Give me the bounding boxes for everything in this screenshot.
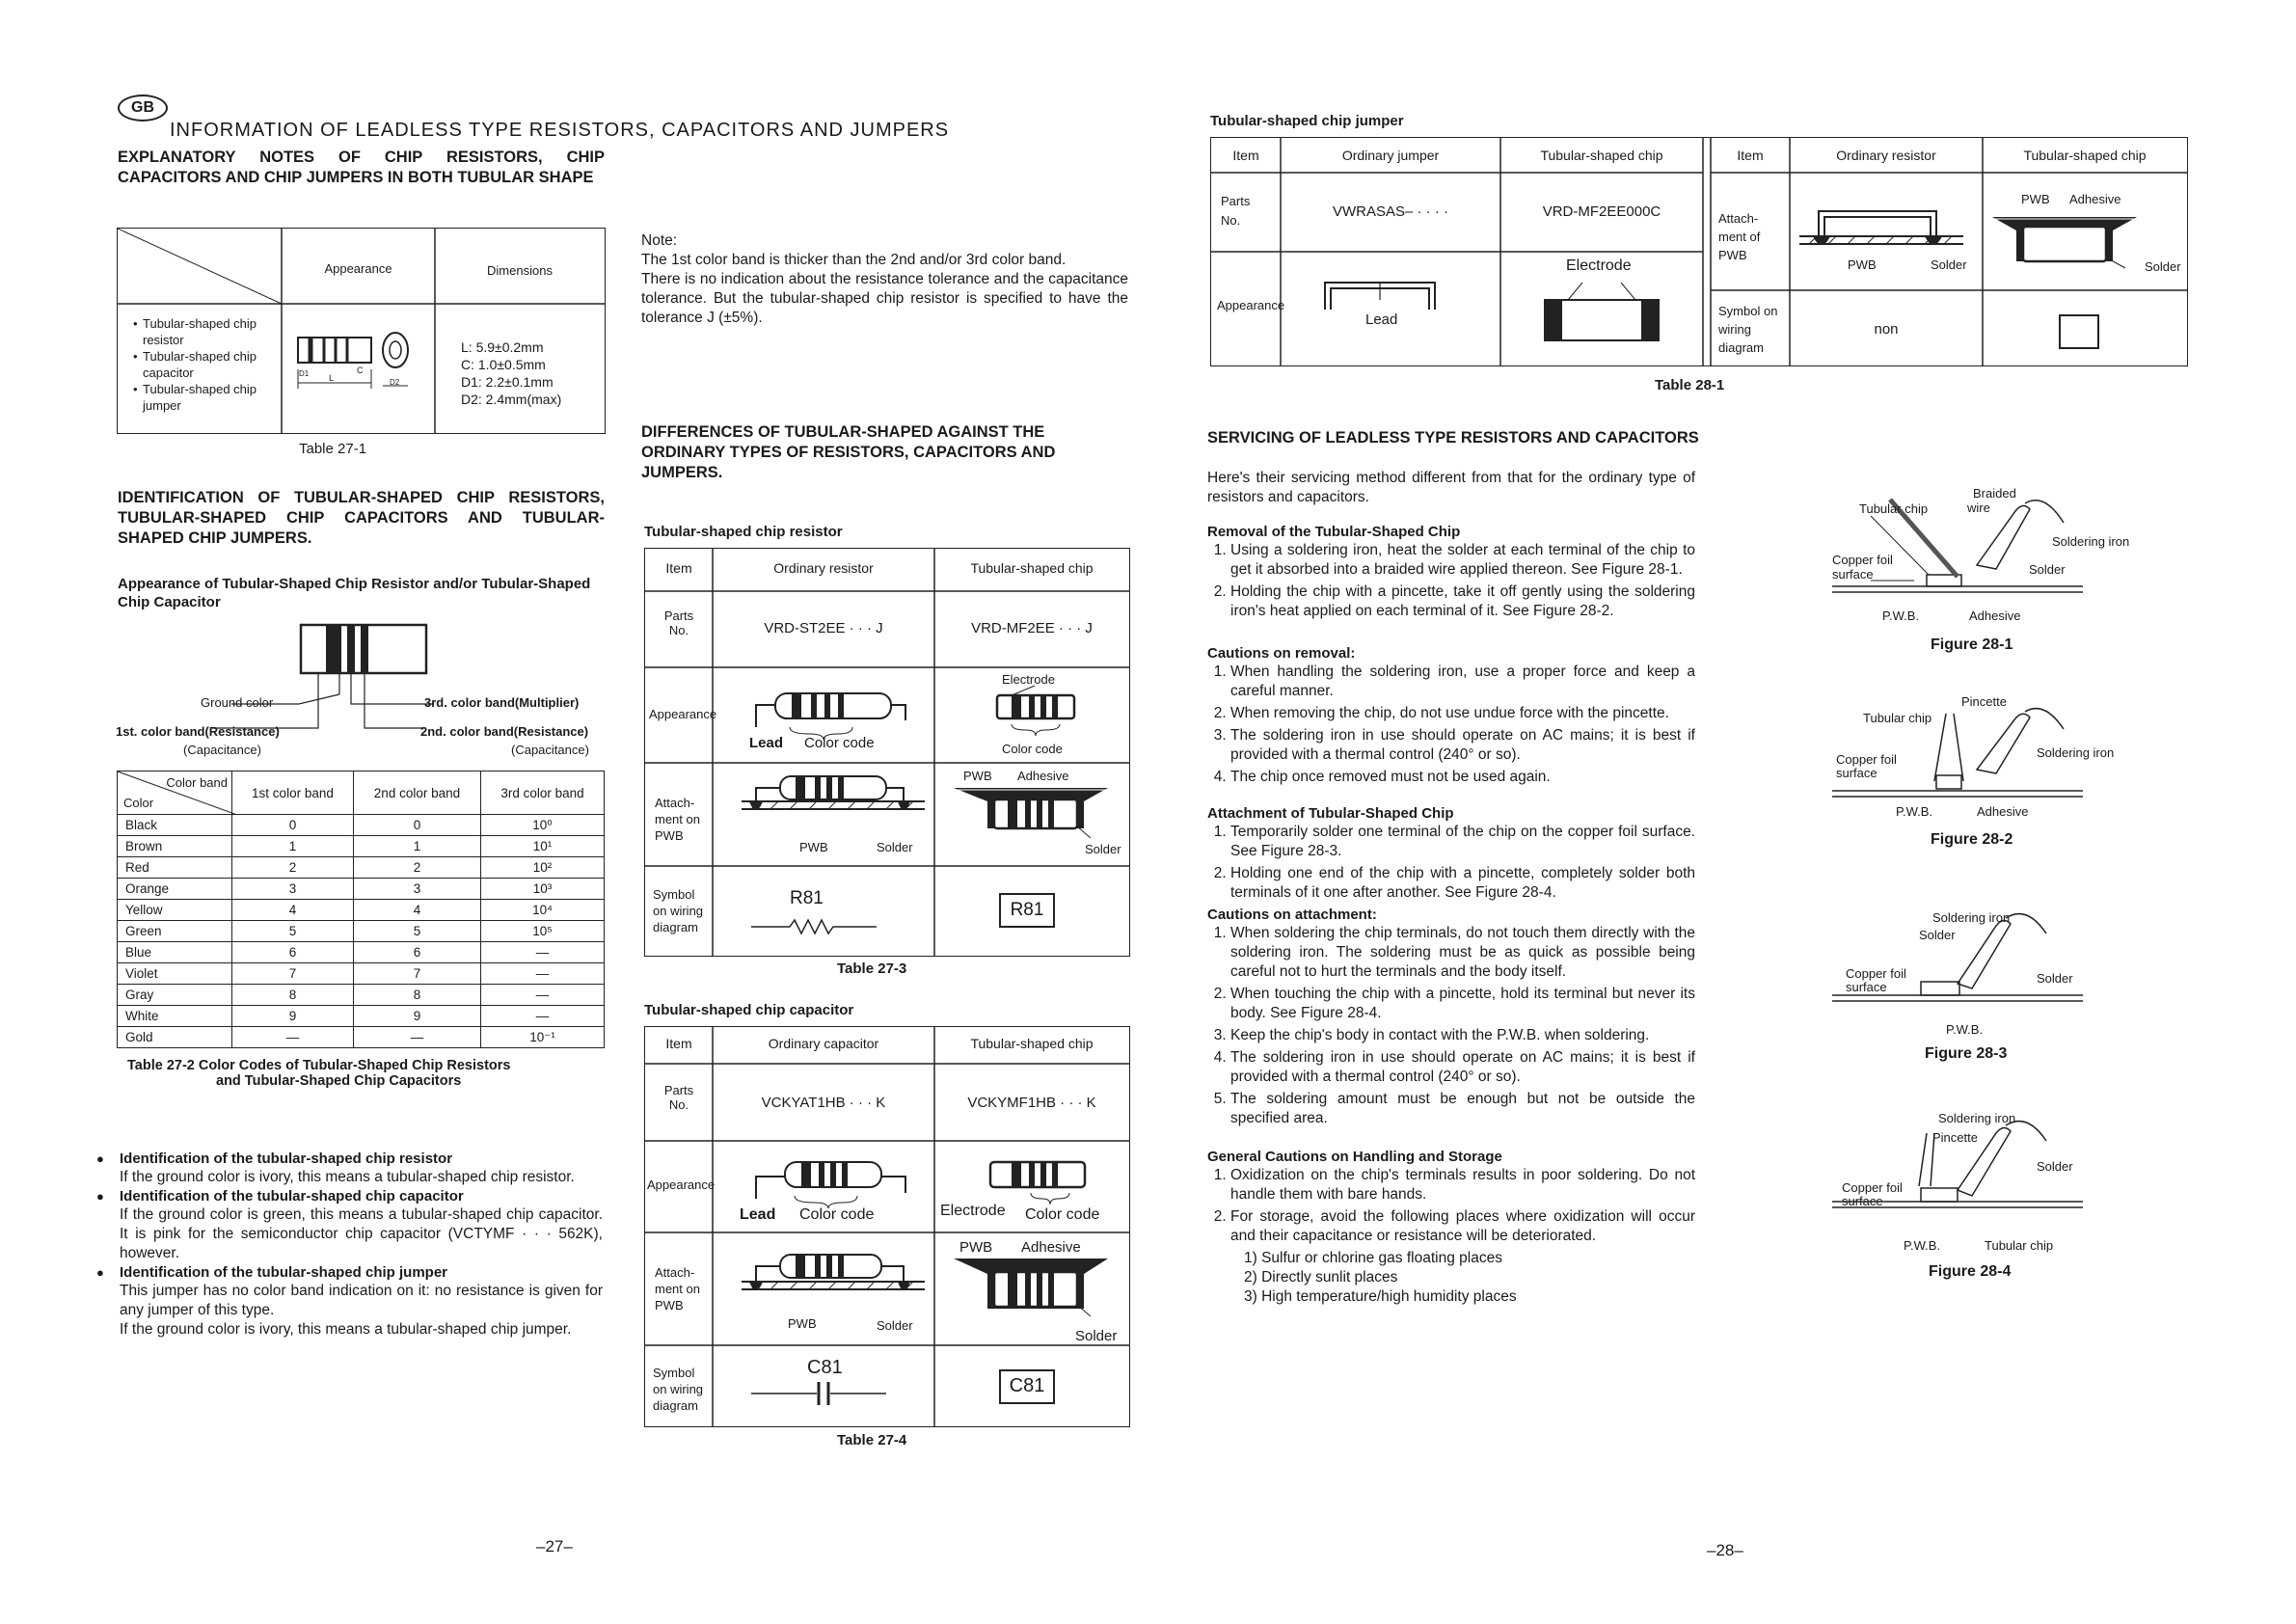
fig3-solder2: Solder	[2037, 971, 2073, 986]
parts-ordinary: VCKYAT1HB · · · K	[761, 1095, 886, 1111]
color-name-cell: Green	[118, 921, 232, 942]
corner-top: Color band	[166, 775, 228, 790]
header-2nd: 2nd color band	[353, 771, 480, 815]
servicing-heading: SERVICING OF LEADLESS TYPE RESISTORS AND CAPACITORS	[1207, 429, 1699, 447]
h-chip-2: Tubular-shaped chip	[2023, 148, 2147, 163]
h-chip: Tubular-shaped chip	[970, 1036, 1094, 1051]
band-value-cell: 10³	[481, 879, 605, 900]
table-27-4-title: Tubular-shaped chip capacitor	[644, 1002, 854, 1018]
h-ordinary-resistor: Ordinary resistor	[1836, 148, 1936, 163]
dim-label-d1: D1	[299, 369, 310, 378]
cautions-attachment-steps	[1207, 924, 1695, 1128]
band-value-cell: 4	[353, 900, 480, 921]
table-28-1-title: Tubular-shaped chip jumper	[1210, 113, 1404, 129]
band-value-cell: 4	[232, 900, 354, 921]
differences-heading: DIFFERENCES OF TUBULAR-SHAPED AGAINST THE ORDINARY TYPES OF RESISTORS, CAPACITORS AND JUMPERS.	[641, 423, 1056, 481]
band-second-label: 2nd. color band(Resistance)	[420, 724, 589, 739]
color-name-cell: Gold	[118, 1027, 232, 1048]
h-chip: Tubular-shaped chip	[1540, 148, 1663, 163]
fig1-surface: surface	[1832, 567, 1874, 582]
fig-pwb: PWB	[1848, 257, 1877, 272]
dim-label-d2: D2	[390, 378, 400, 387]
symbol-box-label: C81	[1009, 1375, 1045, 1396]
fig-solder: Solder	[877, 1318, 913, 1333]
item-list: • Tubular-shaped chip resistor • Tubular-shaped chip capacitor • Tubular-shaped chip jumper	[133, 316, 257, 413]
band-value-cell: 3	[353, 879, 480, 900]
symbol-box-label: R81	[1010, 900, 1044, 920]
parts-ordinary: VWRASAS– · · · ·	[1332, 203, 1448, 220]
table-27-4-drawing	[645, 1027, 1129, 1426]
band-value-cell: 1	[232, 836, 354, 857]
label-appearance: Appearance	[1217, 298, 1285, 312]
table-row	[118, 985, 605, 1006]
fig2-iron: Soldering iron	[2037, 745, 2115, 760]
fig4-copper: Copper foil	[1842, 1180, 1903, 1195]
header-3rd: 3rd color band	[481, 771, 605, 815]
band-value-cell: —	[481, 985, 605, 1006]
caution-attachment-item: 4. The soldering iron in use should operate on AC mains; it is best if provided with a thermal control (240° or so).	[1230, 1048, 1695, 1087]
fig-colorcode: Color code	[799, 1206, 875, 1223]
identification-bullets	[96, 1150, 603, 1340]
color-name-cell: Yellow	[118, 900, 232, 921]
fig2-adhesive: Adhesive	[1977, 804, 2029, 819]
band-value-cell: 2	[353, 857, 480, 879]
h-ordinary: Ordinary capacitor	[768, 1036, 879, 1051]
parts-ordinary: VRD-ST2EE · · · J	[764, 620, 883, 636]
fig4-solder: Solder	[2037, 1159, 2073, 1174]
attachment-step: 1. Temporarily solder one terminal of the chip on the copper foil surface. See Figure 28-3.	[1230, 823, 1695, 861]
table-27-4	[644, 1026, 1130, 1427]
label-symbol: Symbol on wiring diagram	[1718, 304, 1778, 355]
band-value-cell: —	[481, 963, 605, 985]
fig-pwb2: PWB	[963, 769, 992, 783]
fig1-iron: Soldering iron	[2052, 534, 2130, 549]
h-item: Item	[665, 560, 692, 576]
caption-line-1: Table 27-2 Color Codes of Tubular-Shaped Chip Resistors	[127, 1058, 511, 1073]
fig3-copper: Copper foil	[1846, 966, 1906, 981]
table-row	[118, 942, 605, 963]
appearance-heading: Appearance of Tubular-Shaped Chip Resistor and/or Tubular-Shaped Chip Capacitor	[118, 576, 591, 610]
storage-item: 1) Sulfur or chlorine gas floating places	[1244, 1250, 1502, 1266]
col-dimensions: Dimensions	[487, 263, 553, 278]
general-step: 2. For storage, avoid the following places where oxidization will occur and their capacitance or resistance will be deteriorated.	[1230, 1207, 1695, 1246]
explanatory-heading: EXPLANATORY NOTES OF CHIP RESISTORS, CHIP CAPACITORS AND CHIP JUMPERS IN BOTH TUBULAR SHAPE	[118, 149, 605, 186]
note-p1: The 1st color band is thicker than the 2nd and/or 3rd color band.	[641, 252, 1067, 268]
label-appearance: Appearance	[647, 1177, 716, 1192]
fig1-wire: wire	[1967, 501, 1990, 515]
table-27-1	[117, 228, 606, 434]
dim-d1: D1: 2.2±0.1mm	[461, 374, 554, 390]
fig-solder2: Solder	[2145, 259, 2181, 274]
fig1-tubular: Tubular chip	[1859, 501, 1929, 516]
item-resistor: Tubular-shaped chip resistor	[143, 316, 257, 347]
bullet-jumper	[96, 1263, 603, 1340]
band-first-label: 1st. color band(Resistance)	[116, 724, 280, 739]
label-symbol: Symbol on wiring diagram	[653, 1366, 704, 1413]
fig-solder2: Solder	[1075, 1328, 1118, 1344]
table-row	[118, 857, 605, 879]
gb-badge: GB	[118, 95, 168, 122]
bullet-resistor-title: ● Identification of the tubular-shaped chip resistor	[120, 1150, 453, 1167]
table-27-2	[117, 771, 605, 1048]
caption-line-2: and Tubular-Shaped Chip Capacitors	[216, 1073, 462, 1089]
h-item-2: Item	[1737, 148, 1764, 163]
dim-label-c: C	[357, 365, 364, 375]
color-name-cell: Blue	[118, 942, 232, 963]
parts-chip: VRD-MF2EE · · · J	[971, 620, 1093, 636]
band-value-cell: 7	[232, 963, 354, 985]
band-value-cell: 3	[232, 879, 354, 900]
bullet-jumper-text: This jumper has no color band indication on it: no resistance is given for any jumper of this type.	[120, 1283, 603, 1318]
label-symbol: Symbol on wiring diagram	[653, 887, 704, 934]
band-first-sub: (Capacitance)	[183, 743, 261, 757]
storage-list	[1207, 1249, 1695, 1307]
table-27-3-title: Tubular-shaped chip resistor	[644, 524, 843, 540]
storage-item: 2) Directly sunlit places	[1244, 1269, 1398, 1286]
color-name-cell: White	[118, 1006, 232, 1027]
table-row	[118, 900, 605, 921]
general-step: 1. Oxidization on the chip's terminals results in poor soldering. Do not handle them with bare hands.	[1230, 1166, 1695, 1204]
caution-removal-item: 4. The chip once removed must not be used again.	[1230, 768, 1695, 787]
corner-cell	[118, 771, 232, 815]
symbol-label: C81	[807, 1357, 843, 1378]
table-28-1	[1210, 137, 2188, 366]
band-value-cell: 6	[232, 942, 354, 963]
color-name-cell: Violet	[118, 963, 232, 985]
removal-step: 1. Using a soldering iron, heat the solder at each terminal of the chip to get it absorbed into a braided wire applied thereon. See Figure 28-1.	[1230, 541, 1695, 580]
label-appearance: Appearance	[649, 707, 717, 721]
bullet-capacitor	[96, 1187, 603, 1263]
col-appearance: Appearance	[324, 261, 392, 276]
removal-step: 2. Holding the chip with a pincette, take it off gently using the soldering iron's heat applied on each terminal of it. See Figure 28-2.	[1230, 582, 1695, 621]
band-value-cell: —	[481, 1006, 605, 1027]
table-28-1-caption: Table 28-1	[1655, 377, 1725, 393]
bullet-capacitor-title: ● Identification of the tubular-shaped chip capacitor	[120, 1188, 464, 1204]
band-ground-label: Ground color	[201, 695, 274, 710]
table-row	[118, 879, 605, 900]
color-name-cell: Orange	[118, 879, 232, 900]
page-number-27: –27–	[536, 1537, 573, 1556]
caution-attachment-item: 5. The soldering amount must be enough but not be outside the specified area.	[1230, 1090, 1695, 1128]
band-value-cell: 6	[353, 942, 480, 963]
table-row	[118, 1027, 605, 1048]
parts-chip: VRD-MF2EE000C	[1542, 203, 1661, 220]
intro-paragraph: Here's their servicing method different from that for the ordinary type of resistors and capacitors.	[1207, 470, 1695, 505]
fig-colorcode2: Color code	[1025, 1206, 1100, 1223]
fig-adhesive: Adhesive	[1021, 1239, 1081, 1256]
page-number-28: –28–	[1707, 1541, 1743, 1559]
table-row	[118, 963, 605, 985]
fig1-pwb: P.W.B.	[1882, 609, 1920, 623]
figure-28-4-caption: Figure 28-4	[1929, 1263, 2012, 1280]
band-value-cell: 9	[353, 1006, 480, 1027]
caution-attachment-item: 3. Keep the chip's body in contact with the P.W.B. when soldering.	[1230, 1026, 1695, 1045]
figure-28-1-caption: Figure 28-1	[1931, 636, 2013, 653]
bullet-capacitor-text: If the ground color is green, this means a tubular-shaped chip capacitor. It is pink for the semiconductor chip capacitor (VCTYMF · · · 562K), however.	[120, 1206, 603, 1261]
caution-removal-item: 3. The soldering iron in use should operate on AC mains; it is best if provided with a thermal control (240° or so).	[1230, 726, 1695, 765]
fig-lead: Lead	[1365, 311, 1398, 328]
dimension-list	[461, 338, 561, 408]
item-capacitor: Tubular-shaped chip capacitor	[143, 349, 257, 380]
header-1st: 1st color band	[232, 771, 354, 815]
table-27-4-caption: Table 27-4	[837, 1432, 907, 1448]
fig4-pwb: P.W.B.	[1904, 1238, 1941, 1253]
table-27-3	[644, 548, 1130, 957]
band-value-cell: 7	[353, 963, 480, 985]
table-28-1-drawing	[1211, 138, 2187, 365]
fig3-iron: Soldering iron	[1932, 910, 2011, 925]
fig-adhesive: Adhesive	[2069, 192, 2121, 206]
band-value-cell: 10²	[481, 857, 605, 879]
parts-chip: VCKYMF1HB · · · K	[967, 1095, 1096, 1111]
band-value-cell: 9	[232, 1006, 354, 1027]
label-parts: Parts No.	[663, 609, 694, 637]
dim-label-l: L	[329, 373, 335, 383]
note-block	[641, 231, 1128, 328]
band-value-cell: 10⁰	[481, 815, 605, 836]
band-value-cell: 1	[353, 836, 480, 857]
fig-pwb: PWB	[788, 1316, 817, 1331]
fig-solder: Solder	[1931, 257, 1967, 272]
color-name-cell: Black	[118, 815, 232, 836]
fig4-tubular: Tubular chip	[1985, 1238, 2054, 1253]
table-row	[118, 815, 605, 836]
band-value-cell: 10¹	[481, 836, 605, 857]
band-value-cell: 8	[353, 985, 480, 1006]
cautions-attachment-heading: Cautions on attachment:	[1207, 907, 1377, 923]
label-parts: Parts No.	[663, 1083, 694, 1112]
attachment-step: 2. Holding one end of the chip with a pincette, completely solder both terminals of it one after another. See Figure 28-4.	[1230, 864, 1695, 903]
color-name-cell: Brown	[118, 836, 232, 857]
table-27-3-caption: Table 27-3	[837, 961, 907, 977]
symbol-label: R81	[790, 888, 824, 908]
fig-adhesive: Adhesive	[1017, 769, 1069, 783]
attachment-steps	[1207, 823, 1695, 903]
caution-attachment-item: 2. When touching the chip with a pincette, hold its terminal but never its body. See Figure 28-4.	[1230, 985, 1695, 1023]
label-parts: Parts No.	[1221, 194, 1251, 228]
fig-electrode: Electrode	[1002, 672, 1055, 687]
label-attach: Attach-ment on PWB	[655, 1265, 700, 1313]
fig-electrode: Electrode	[1566, 257, 1632, 274]
fig3-pwb: P.W.B.	[1946, 1022, 1984, 1037]
fig1-braided: Braided	[1973, 486, 2016, 501]
note-p2: There is no indication about the resistance tolerance and the capacitance tolerance. But the tubular-shaped chip resistor is specified to have the tolerance J (±5%).	[641, 271, 1128, 326]
fig-lead: Lead	[740, 1206, 776, 1223]
fig4-iron: Soldering iron	[1938, 1111, 2016, 1125]
dim-l: L: 5.9±0.2mm	[461, 339, 544, 355]
color-name-cell: Gray	[118, 985, 232, 1006]
band-second-sub: (Capacitance)	[511, 743, 589, 757]
fig-pwb2: PWB	[959, 1239, 993, 1256]
main-title: INFORMATION OF LEADLESS TYPE RESISTORS, CAPACITORS AND JUMPERS	[170, 120, 950, 141]
item-jumper: Tubular-shaped chip jumper	[143, 382, 257, 413]
fig2-surface: surface	[1836, 766, 1877, 780]
fig1-solder: Solder	[2029, 562, 2066, 577]
figure-28-2-caption: Figure 28-2	[1931, 831, 2013, 848]
dim-c: C: 1.0±0.5mm	[461, 357, 546, 372]
fig-colorcode: Color code	[804, 735, 875, 751]
bullet-resistor	[96, 1150, 603, 1187]
fig-pwb: PWB	[799, 840, 828, 854]
table-row	[118, 836, 605, 857]
general-heading: General Cautions on Handling and Storage	[1207, 1149, 1502, 1165]
h-ordinary: Ordinary resistor	[773, 560, 874, 576]
fig4-surface: surface	[1842, 1194, 1883, 1208]
fig-pwb2: PWB	[2021, 192, 2050, 206]
fig4-pincette: Pincette	[1932, 1130, 1978, 1145]
label-attach: Attach-ment of PWB	[1718, 211, 1761, 262]
fig3-solder: Solder	[1919, 928, 1956, 942]
label-attach: Attach-ment on PWB	[655, 796, 700, 843]
band-value-cell: 5	[353, 921, 480, 942]
band-value-cell: 10⁻¹	[481, 1027, 605, 1048]
corner-bottom: Color	[123, 796, 154, 810]
h-item: Item	[1232, 148, 1259, 163]
fig3-surface: surface	[1846, 980, 1887, 994]
fig1-copper: Copper foil	[1832, 553, 1893, 567]
symbol-none: non	[1874, 321, 1899, 338]
band-value-cell: 10⁵	[481, 921, 605, 942]
band-third-label: 3rd. color band(Multiplier)	[424, 695, 580, 710]
identification-heading: IDENTIFICATION OF TUBULAR-SHAPED CHIP RESISTORS, TUBULAR-SHAPED CHIP CAPACITORS AND TUBULAR-SHAPED CHIP JUMPERS.	[118, 489, 605, 547]
bullet-jumper-title: ● Identification of the tubular-shaped chip jumper	[120, 1264, 448, 1281]
fig2-pincette: Pincette	[1961, 694, 2007, 709]
color-name-cell: Red	[118, 857, 232, 879]
bullet-jumper-text2: If the ground color is ivory, this means a tubular-shaped chip jumper.	[120, 1321, 572, 1338]
h-ordinary-jumper: Ordinary jumper	[1341, 148, 1440, 163]
fig2-pwb: P.W.B.	[1896, 804, 1933, 819]
attachment-heading: Attachment of Tubular-Shaped Chip	[1207, 805, 1454, 822]
fig2-tubular: Tubular chip	[1863, 711, 1932, 725]
bullet-resistor-text: If the ground color is ivory, this means a tubular-shaped chip resistor.	[120, 1169, 575, 1185]
fig1-adhesive: Adhesive	[1969, 609, 2021, 623]
fig-solder: Solder	[877, 840, 913, 854]
caution-removal-item: 2. When removing the chip, do not use undue force with the pincette.	[1230, 704, 1695, 723]
band-value-cell: 8	[232, 985, 354, 1006]
dim-d2: D2: 2.4mm(max)	[461, 392, 562, 407]
removal-steps	[1207, 541, 1695, 621]
caution-removal-item: 1. When handling the soldering iron, use a proper force and keep a careful manner.	[1230, 663, 1695, 701]
band-value-cell: 0	[353, 815, 480, 836]
table-27-1-caption: Table 27-1	[299, 441, 367, 457]
band-value-cell: 10⁴	[481, 900, 605, 921]
fig2-copper: Copper foil	[1836, 752, 1897, 767]
band-value-cell: 2	[232, 857, 354, 879]
band-value-cell: —	[232, 1027, 354, 1048]
servicing-text	[1207, 469, 1695, 1307]
caution-attachment-item: 1. When soldering the chip terminals, do not touch them directly with the soldering iron. The soldering must be as quick as possible being careful not to hurt the terminals and the body itself.	[1230, 924, 1695, 982]
fig-electrode: Electrode	[940, 1203, 1006, 1219]
fig-solder2: Solder	[1085, 842, 1121, 856]
band-value-cell: 5	[232, 921, 354, 942]
figure-28-3-caption: Figure 28-3	[1925, 1045, 2008, 1062]
h-item: Item	[665, 1036, 692, 1051]
cautions-removal-heading: Cautions on removal:	[1207, 645, 1356, 662]
note-label: Note:	[641, 232, 678, 249]
table-27-2-caption	[118, 1058, 605, 1089]
band-value-cell: 0	[232, 815, 354, 836]
general-steps	[1207, 1166, 1695, 1246]
cautions-removal-steps	[1207, 663, 1695, 787]
fig-colorcode2: Color code	[1002, 742, 1063, 756]
h-chip: Tubular-shaped chip	[970, 560, 1094, 576]
table-row	[118, 1006, 605, 1027]
band-value-cell: —	[481, 942, 605, 963]
fig-lead: Lead	[749, 735, 784, 751]
removal-heading: Removal of the Tubular-Shaped Chip	[1207, 524, 1461, 540]
storage-item: 3) High temperature/high humidity places	[1244, 1288, 1517, 1305]
table-row	[118, 921, 605, 942]
band-value-cell: —	[353, 1027, 480, 1048]
